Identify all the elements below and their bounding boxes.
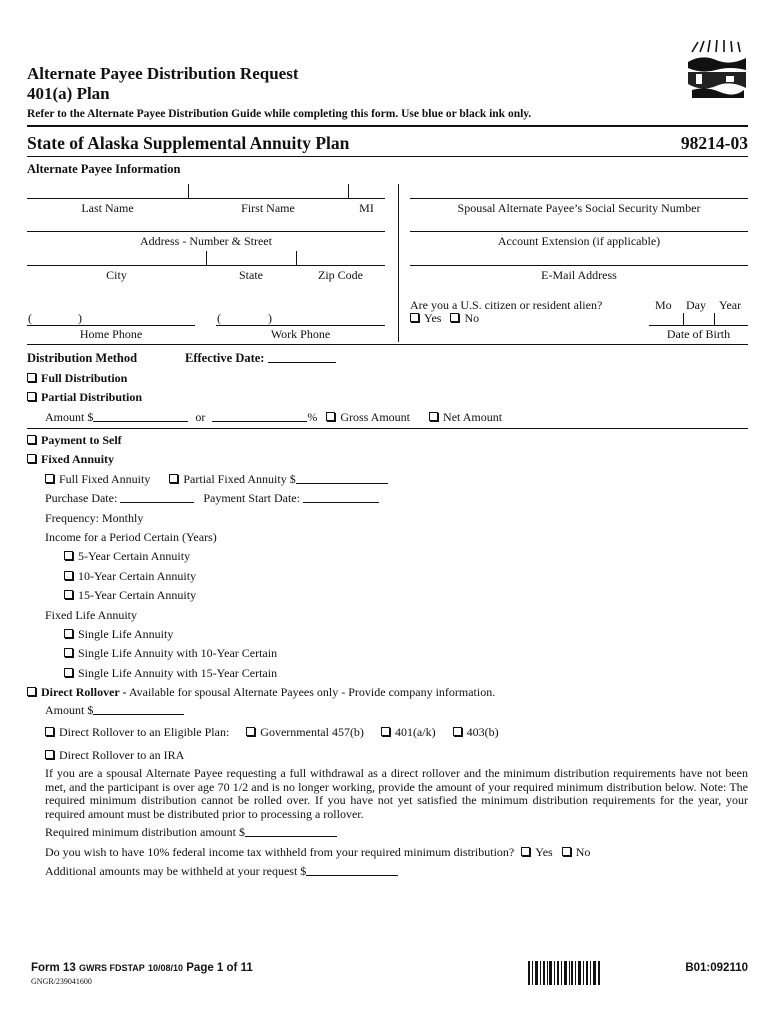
full-fixed-annuity-label: Full Fixed Annuity — [59, 472, 151, 486]
form-subtitle: 401(a) Plan — [27, 84, 110, 103]
rmd-amount-row — [45, 825, 337, 840]
partial-divider — [27, 428, 748, 429]
partial-distribution-checkbox[interactable] — [27, 392, 36, 401]
ssn-field-line[interactable] — [410, 198, 748, 199]
governmental-457b-checkbox[interactable] — [246, 727, 255, 736]
single-life-15yr-checkbox[interactable] — [64, 668, 73, 677]
mi-label: MI — [359, 201, 374, 215]
citizen-yes-label: Yes — [424, 311, 442, 325]
plan-403b-label: 403(b) — [466, 725, 499, 739]
plan-401ak-checkbox[interactable] — [381, 727, 390, 736]
certain-option-15yr — [64, 588, 196, 603]
plan-401ak-label: 401(a/k) — [394, 725, 436, 739]
withhold-no-checkbox[interactable] — [562, 847, 571, 856]
first-name-label: First Name — [241, 201, 295, 215]
section-payee-info-title: Alternate Payee Information — [27, 162, 181, 176]
name-divider — [188, 184, 189, 198]
certain-15yr-label: 15-Year Certain Annuity — [78, 588, 197, 602]
home-phone-open-paren: ( — [28, 311, 32, 325]
rollover-eligible-plan-row — [45, 725, 499, 740]
payment-start-date-label: Payment Start Date: — [203, 491, 300, 505]
income-period-certain-title: Income for a Period Certain (Years) — [45, 530, 217, 544]
city-state-zip-field-line[interactable] — [27, 265, 385, 266]
account-extension-field-line[interactable] — [410, 231, 748, 232]
withhold-question-row — [45, 845, 590, 860]
withhold-no-label: No — [575, 845, 591, 859]
home-phone-close-paren: ) — [78, 311, 82, 325]
rollover-ira-checkbox[interactable] — [45, 750, 54, 759]
certain-15yr-checkbox[interactable] — [64, 590, 73, 599]
effective-date-label: Effective Date: — [185, 351, 265, 365]
footer-page-info: Page 1 of 11 — [186, 962, 253, 974]
rmd-amount-label: Required minimum distribution amount $ — [45, 825, 245, 839]
column-divider — [398, 184, 399, 342]
net-amount-label: Net Amount — [443, 410, 503, 424]
additional-withhold-field[interactable] — [306, 864, 398, 876]
home-phone-field-line[interactable] — [27, 325, 195, 326]
dob-mo-label: Mo — [655, 298, 672, 312]
withhold-yes-label: Yes — [535, 845, 553, 859]
city-label: City — [106, 268, 127, 282]
single-life-label: Single Life Annuity — [78, 627, 174, 641]
work-phone-field-line[interactable] — [216, 325, 385, 326]
header-divider — [27, 125, 748, 127]
partial-fixed-annuity-field[interactable] — [296, 472, 388, 484]
last-name-label: Last Name — [81, 201, 134, 215]
city-divider — [206, 251, 207, 265]
life-option-single — [64, 627, 173, 642]
dob-label: Date of Birth — [666, 327, 731, 341]
email-label: E-Mail Address — [541, 268, 617, 282]
direct-rollover-label: Direct Rollover - — [41, 685, 127, 699]
name-divider — [348, 184, 349, 198]
certain-5yr-label: 5-Year Certain Annuity — [78, 549, 191, 563]
form-instruction: Refer to the Alternate Payee Distribution Guide while completing this form. Use blue or black ink only. — [27, 108, 532, 120]
certain-5yr-checkbox[interactable] — [64, 551, 73, 560]
percent-label: % — [307, 410, 318, 424]
gross-amount-checkbox[interactable] — [326, 412, 335, 421]
single-life-10yr-label: Single Life Annuity with 10-Year Certain — [78, 646, 278, 660]
rmd-amount-field[interactable] — [245, 825, 337, 837]
citizen-question: Are you a U.S. citizen or resident alien? — [410, 298, 603, 312]
citizen-no-label: No — [464, 311, 480, 325]
direct-rollover-checkbox[interactable] — [27, 687, 36, 696]
rollover-amount-row — [45, 703, 184, 718]
state-divider — [296, 251, 297, 265]
partial-amount-label: Amount $ — [45, 410, 94, 424]
address-label: Address - Number & Street — [140, 234, 272, 248]
effective-date — [185, 351, 336, 366]
dob-day-label: Day — [686, 298, 706, 312]
name-field-line[interactable] — [27, 198, 385, 199]
rollover-ira-label: Direct Rollover to an IRA — [59, 748, 185, 762]
footer-batch-code: B01:092110 — [685, 962, 748, 974]
partial-amount-row — [45, 410, 502, 425]
ssn-label: Spousal Alternate Payee’s Social Security Number — [457, 201, 701, 215]
footer-form-id: Form 13 — [31, 962, 76, 974]
address-field-line[interactable] — [27, 231, 385, 232]
payment-start-date-field[interactable] — [303, 491, 379, 503]
withhold-yes-checkbox[interactable] — [521, 847, 530, 856]
life-option-15yr — [64, 666, 277, 681]
net-amount-checkbox[interactable] — [429, 412, 438, 421]
certain-option-5yr — [64, 549, 190, 564]
single-life-15yr-label: Single Life Annuity with 15-Year Certain — [78, 666, 278, 680]
payment-to-self-option — [27, 433, 122, 448]
form-title: Alternate Payee Distribution Request — [27, 64, 299, 83]
partial-fixed-annuity-label: Partial Fixed Annuity $ — [183, 472, 296, 486]
gross-amount-label: Gross Amount — [340, 410, 411, 424]
frequency-text: Frequency: Monthly — [45, 511, 144, 525]
fixed-life-annuity-title: Fixed Life Annuity — [45, 608, 137, 622]
or-label: or — [195, 410, 206, 424]
work-phone-open-paren: ( — [217, 311, 221, 325]
certain-option-10yr — [64, 569, 196, 584]
citizen-no-checkbox[interactable] — [450, 313, 459, 322]
plan-divider — [27, 156, 748, 157]
life-option-10yr — [64, 646, 277, 661]
barcode-icon — [528, 961, 600, 985]
distribution-method-title: Distribution Method — [27, 351, 138, 365]
distribution-divider — [27, 344, 748, 345]
work-phone-label: Work Phone — [270, 327, 331, 341]
rollover-eligible-plan-label: Direct Rollover to an Eligible Plan: — [59, 725, 230, 739]
rmd-paragraph: If you are a spousal Alternate Payee requesting a full withdrawal as a direct rollover and the minimum distribution requirements have not been met, and the participant is over age 70 1/2 and is no longer working, provide the amount of your required minimum distribution below. Note: The required minimum distribution cannot be rolled over. If you have not yet satisfied the minimum distribution requirements for the year, your required amount must be distributed prior to processing a rollover. — [45, 766, 748, 821]
single-life-checkbox[interactable] — [64, 629, 73, 638]
full-distribution-label: Full Distribution — [41, 371, 128, 385]
rollover-amount-field[interactable] — [93, 703, 184, 715]
state-seal-icon — [686, 40, 748, 102]
full-distribution-checkbox[interactable] — [27, 373, 36, 382]
rollover-amount-label: Amount $ — [45, 703, 94, 717]
fixed-annuity-type-row — [45, 472, 388, 487]
citizen-yes-checkbox[interactable] — [410, 313, 419, 322]
footer-form-group: GWRS FDSTAP — [78, 963, 145, 973]
direct-rollover-option — [27, 685, 495, 700]
full-distribution-option — [27, 371, 127, 386]
fixed-annuity-label: Fixed Annuity — [41, 452, 115, 466]
partial-fixed-annuity-checkbox[interactable] — [169, 474, 178, 483]
single-life-10yr-checkbox[interactable] — [64, 648, 73, 657]
purchase-date-label: Purchase Date: — [45, 491, 118, 505]
dob-divider — [683, 313, 684, 325]
additional-withhold-row — [45, 864, 398, 879]
additional-withhold-label: Additional amounts may be withheld at your request $ — [45, 864, 307, 878]
home-phone-label: Home Phone — [79, 327, 143, 341]
work-phone-close-paren: ) — [268, 311, 272, 325]
partial-distribution-option — [27, 390, 142, 405]
purchase-date-field[interactable] — [120, 491, 194, 503]
plan-name: State of Alaska Supplemental Annuity Plan — [27, 133, 350, 153]
payment-to-self-label: Payment to Self — [41, 433, 122, 447]
form-code: 98214-03 — [680, 133, 748, 153]
plan-403b-checkbox[interactable] — [453, 727, 462, 736]
dob-divider — [714, 313, 715, 325]
withhold-question: Do you wish to have 10% federal income tax withheld from your required minimum distribution? — [45, 845, 515, 859]
governmental-457b-label: Governmental 457(b) — [260, 725, 364, 739]
footer-small-code: GNGR/239041600 — [31, 977, 92, 986]
dob-field-line[interactable] — [649, 325, 748, 326]
rollover-eligible-plan-checkbox[interactable] — [45, 727, 54, 736]
partial-amount-field[interactable] — [93, 410, 188, 422]
zip-code-label: Zip Code — [318, 268, 363, 282]
certain-10yr-checkbox[interactable] — [64, 571, 73, 580]
annuity-dates-row — [45, 491, 379, 506]
full-fixed-annuity-checkbox[interactable] — [45, 474, 54, 483]
fixed-annuity-checkbox[interactable] — [27, 454, 36, 463]
state-label: State — [239, 268, 263, 282]
partial-percent-field[interactable] — [212, 410, 307, 422]
certain-10yr-label: 10-Year Certain Annuity — [78, 569, 197, 583]
rollover-ira-option — [45, 748, 184, 763]
footer-form-info — [31, 962, 253, 974]
account-extension-label: Account Extension (if applicable) — [497, 234, 661, 248]
partial-distribution-label: Partial Distribution — [41, 390, 142, 404]
dob-year-label: Year — [719, 298, 742, 312]
direct-rollover-note: Available for spousal Alternate Payees only - Provide company information. — [128, 685, 496, 699]
fixed-annuity-option — [27, 452, 114, 467]
footer-form-date: 10/08/10 — [148, 963, 184, 973]
email-field-line[interactable] — [410, 265, 748, 266]
effective-date-field[interactable] — [268, 351, 336, 363]
citizen-options — [410, 311, 479, 326]
payment-to-self-checkbox[interactable] — [27, 435, 36, 444]
